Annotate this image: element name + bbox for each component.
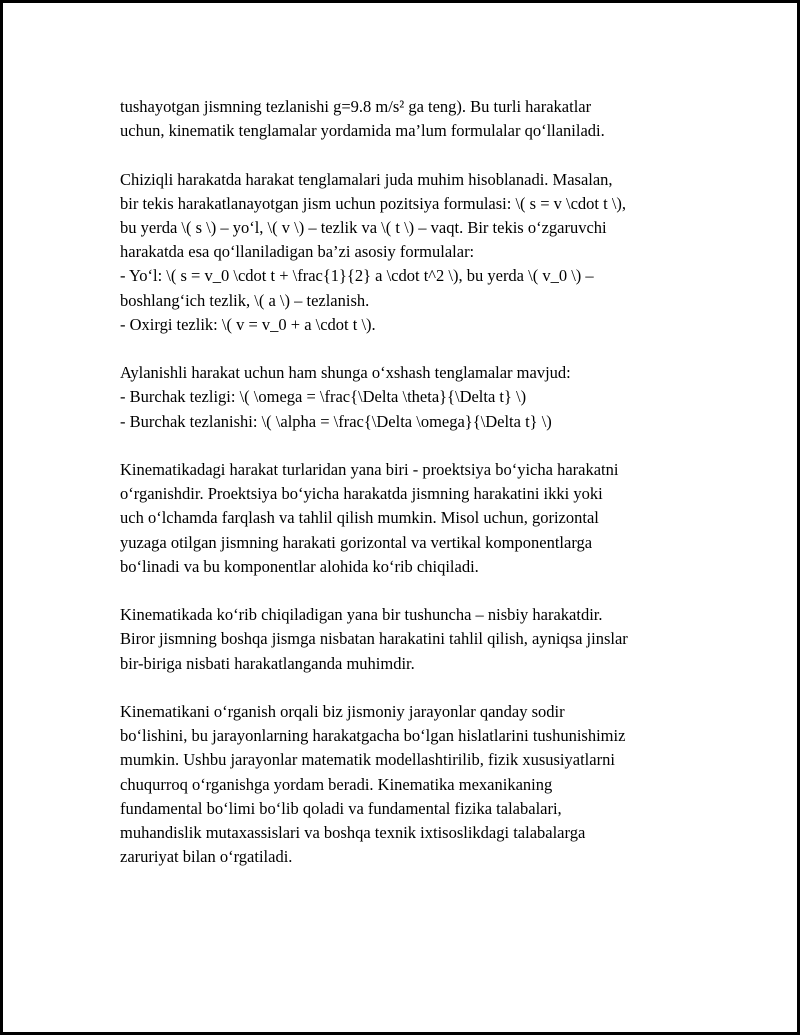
text-line: muhandislik mutaxassislari va boshqa texnik ixtisoslikdagi talabalarga [120,823,586,843]
paragraph-projectile-motion [120,458,690,579]
text-line: - Burchak tezlanishi: \( \alpha = \frac{\Delta \omega}{\Delta t} \) [120,411,552,431]
text-line: chuqurroq o‘rganishga yordam beradi. Kinematika mexanikaning [120,774,553,794]
text-line: fundamental bo‘limi bo‘lib qoladi va fundamental fizika talabalari, [120,798,562,818]
text-line: bir-biriga nisbati harakatlanganda muhimdir. [120,653,415,673]
text-line: bu yerda \( s \) – yo‘l, \( v \) – tezlik va \( t \) – vaqt. Bir tekis o‘zgaruvchi [120,218,607,237]
text-line: Biror jismning boshqa jismga nisbatan harakatini tahlil qilish, ayniqsa jinslar [120,629,628,649]
text-line: bir tekis harakatlanayotgan jism uchun pozitsiya formulasi: \( s = v \cdot t \), [120,193,627,213]
text-line: yuzaga otilgan jismning harakati gorizontal va vertikal komponentlarga [120,532,593,552]
text-line: Kinematikani o‘rganish orqali biz jismoniy jarayonlar qanday sodir [120,702,565,721]
paragraph-relative-motion [120,603,690,676]
text-line: uch o‘lchamda farqlash va tahlil qilish mumkin. Misol uchun, gorizontal [120,508,599,528]
text-line: Kinematikada ko‘rib chiqiladigan yana bir tushuncha – nisbiy harakatdir. [120,605,603,625]
paragraph-conclusion [120,700,690,869]
paragraph-rotational-motion [120,361,690,434]
text-line: boshlang‘ich tezlik, \( a \) – tezlanish. [120,290,370,310]
text-line: mumkin. Ushbu jarayonlar matematik modellashtirilib, fizik xususiyatlarni [120,750,615,770]
text-line: bo‘linadi va bu komponentlar alohida ko‘rib chiqiladi. [120,556,479,576]
text-line: - Yo‘l: \( s = v_0 \cdot t + \frac{1}{2} a \cdot t^2 \), bu yerda \( v_0 \) – [120,266,594,286]
text-line: tushayotgan jismning tezlanishi g=9.8 m/s² ga teng). Bu turli harakatlar [120,97,592,116]
text-line: harakatda esa qo‘llaniladigan ba’zi asosiy formulalar: [120,242,475,262]
text-line: uchun, kinematik tenglamalar yordamida ma’lum formulalar qo‘llaniladi. [120,121,605,141]
paragraph-linear-motion [120,168,690,337]
text-line: Chiziqli harakatda harakat tenglamalari juda muhim hisoblanadi. Masalan, [120,169,613,189]
text-line: bo‘lishini, bu jarayonlarning harakatgacha bo‘lgan hislatlarini tushunishimiz [120,726,626,746]
paragraph-free-fall [120,95,690,143]
text-line: Kinematikadagi harakat turlaridan yana biri - proektsiya bo‘yicha harakatni [120,460,619,479]
text-line: Aylanishli harakat uchun ham shunga o‘xshash tenglamalar mavjud: [120,363,571,383]
text-line: o‘rganishdir. Proektsiya bo‘yicha harakatda jismning harakatini ikki yoki [120,484,603,504]
text-line: - Burchak tezligi: \( \omega = \frac{\Delta \theta}{\Delta t} \) [120,387,527,407]
document-body [120,95,690,894]
text-line: - Oxirgi tezlik: \( v = v_0 + a \cdot t \). [120,314,376,334]
text-line: zaruriyat bilan o‘rgatiladi. [120,847,293,867]
